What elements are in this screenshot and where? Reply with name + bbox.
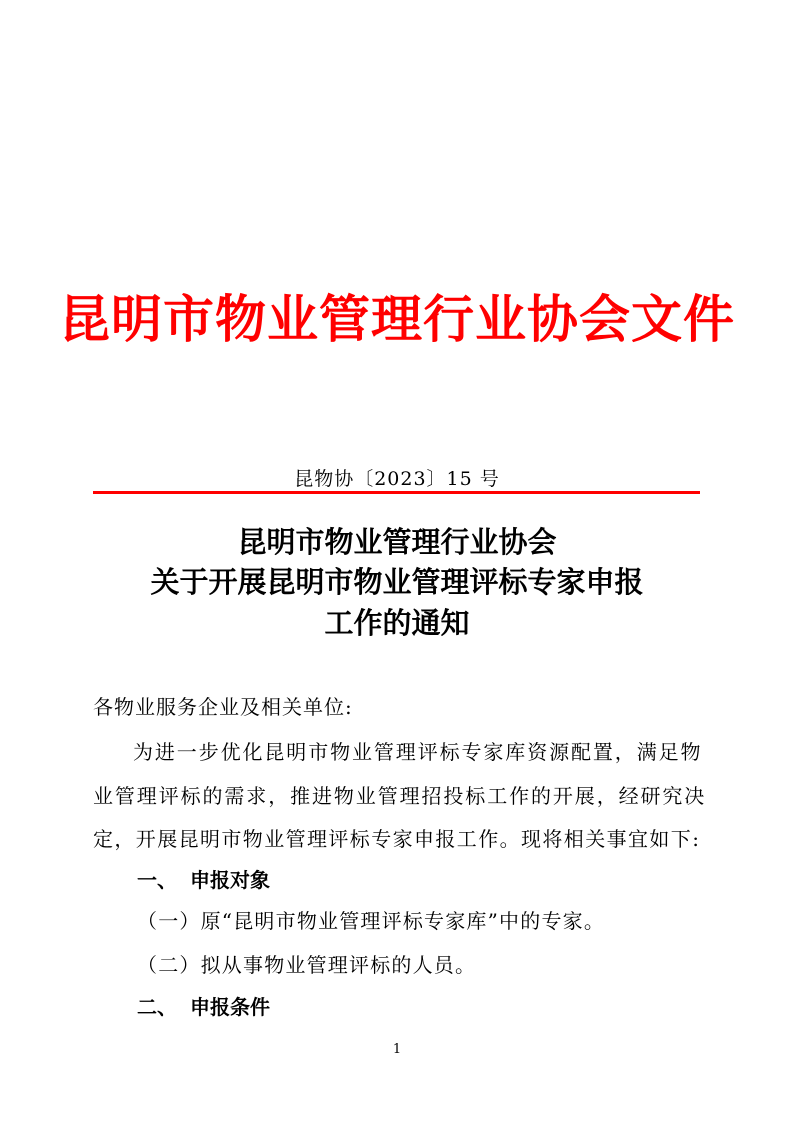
section-number-2: 二、 xyxy=(137,995,177,1019)
section-number-1: 一、 xyxy=(137,868,177,892)
intro-paragraph-line-1: 为进一步优化昆明市物业管理评标专家库资源配置，满足物 xyxy=(133,740,703,764)
salutation: 各物业服务企业及相关单位: xyxy=(93,695,353,719)
section-heading-text-1: 申报对象 xyxy=(190,868,270,892)
section-heading-1 xyxy=(137,866,270,894)
document-number: 昆物协〔2023〕15 号 xyxy=(294,468,500,490)
notice-title-line-1: 昆明市物业管理行业协会 xyxy=(237,525,557,559)
red-divider-line xyxy=(93,491,700,494)
intro-paragraph-line-2: 业管理评标的需求，推进物业管理招投标工作的开展，经研究决 xyxy=(93,784,707,808)
section-heading-text-2: 申报条件 xyxy=(190,995,270,1019)
section-item-1-2: （二）拟从事物业管理评标的人员。 xyxy=(137,953,477,977)
intro-paragraph-line-3: 定，开展昆明市物业管理评标专家申报工作。现将相关事宜如下: xyxy=(93,827,701,851)
section-item-1-1: （一）原“昆明市物业管理评标专家库”中的专家。 xyxy=(137,909,606,933)
page-number: 1 xyxy=(392,1042,402,1057)
notice-title-line-3: 工作的通知 xyxy=(324,606,470,640)
notice-title-line-2: 关于开展昆明市物业管理评标专家申报 xyxy=(150,565,644,599)
section-heading-2 xyxy=(137,993,270,1021)
masthead-title: 昆明市物业管理行业协会文件 xyxy=(58,291,735,350)
